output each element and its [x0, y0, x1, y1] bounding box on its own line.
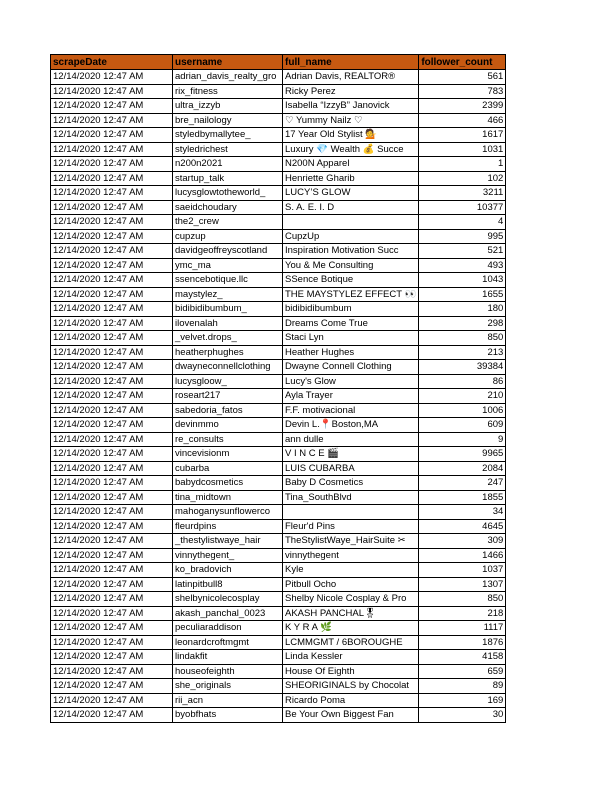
cell-follower-count: 1876 — [419, 635, 506, 650]
cell-follower-count: 218 — [419, 606, 506, 621]
cell-username: adrian_davis_realty_gro — [173, 70, 283, 85]
cell-follower-count: 1043 — [419, 273, 506, 288]
cell-follower-count: 1006 — [419, 403, 506, 418]
cell-full-name: ♡ Yummy Nailz ♡ — [283, 113, 419, 128]
table-row — [51, 316, 506, 331]
cell-scrape-date: 12/14/2020 12:47 AM — [51, 519, 173, 534]
cell-full-name: V I N C E 🎬 — [283, 447, 419, 462]
cell-username: _velvet.drops_ — [173, 331, 283, 346]
cell-full-name: Kyle — [283, 563, 419, 578]
table-row — [51, 577, 506, 592]
cell-scrape-date: 12/14/2020 12:47 AM — [51, 563, 173, 578]
cell-full-name: Fleur'd Pins — [283, 519, 419, 534]
cell-scrape-date: 12/14/2020 12:47 AM — [51, 316, 173, 331]
cell-scrape-date: 12/14/2020 12:47 AM — [51, 258, 173, 273]
cell-scrape-date: 12/14/2020 12:47 AM — [51, 128, 173, 143]
cell-follower-count: 309 — [419, 534, 506, 549]
cell-username: saeidchoudary — [173, 200, 283, 215]
cell-scrape-date: 12/14/2020 12:47 AM — [51, 215, 173, 230]
cell-scrape-date: 12/14/2020 12:47 AM — [51, 403, 173, 418]
table-row — [51, 258, 506, 273]
table-row — [51, 548, 506, 563]
cell-username: ymc_ma — [173, 258, 283, 273]
cell-scrape-date: 12/14/2020 12:47 AM — [51, 70, 173, 85]
cell-username: fleurdpins — [173, 519, 283, 534]
table-row — [51, 157, 506, 172]
cell-full-name — [283, 505, 419, 520]
cell-username: dwayneconnellclothing — [173, 360, 283, 375]
cell-username: lindakfit — [173, 650, 283, 665]
table-row — [51, 331, 506, 346]
cell-full-name: CupzUp — [283, 229, 419, 244]
table-row — [51, 360, 506, 375]
table-row — [51, 592, 506, 607]
cell-username: she_originals — [173, 679, 283, 694]
cell-username: latinpitbull8 — [173, 577, 283, 592]
cell-scrape-date: 12/14/2020 12:47 AM — [51, 693, 173, 708]
cell-scrape-date: 12/14/2020 12:47 AM — [51, 432, 173, 447]
cell-follower-count: 89 — [419, 679, 506, 694]
cell-scrape-date: 12/14/2020 12:47 AM — [51, 229, 173, 244]
cell-username: styledbymallytee_ — [173, 128, 283, 143]
cell-scrape-date: 12/14/2020 12:47 AM — [51, 621, 173, 636]
cell-follower-count: 102 — [419, 171, 506, 186]
cell-full-name: House Of Eighth — [283, 664, 419, 679]
cell-username: rix_fitness — [173, 84, 283, 99]
header-full-name: full_name — [283, 55, 419, 70]
cell-scrape-date: 12/14/2020 12:47 AM — [51, 273, 173, 288]
cell-follower-count: 34 — [419, 505, 506, 520]
table-row — [51, 519, 506, 534]
table-row — [51, 273, 506, 288]
table-row — [51, 708, 506, 723]
table-row — [51, 476, 506, 491]
cell-scrape-date: 12/14/2020 12:47 AM — [51, 244, 173, 259]
cell-full-name: Henriette Gharib — [283, 171, 419, 186]
cell-full-name: You & Me Consulting — [283, 258, 419, 273]
cell-scrape-date: 12/14/2020 12:47 AM — [51, 505, 173, 520]
cell-full-name: S. A. E. I. D — [283, 200, 419, 215]
cell-scrape-date: 12/14/2020 12:47 AM — [51, 331, 173, 346]
cell-username: lucysglowtotheworld_ — [173, 186, 283, 201]
data-table — [50, 54, 506, 723]
table-row — [51, 99, 506, 114]
cell-follower-count: 1037 — [419, 563, 506, 578]
cell-username: n200n2021 — [173, 157, 283, 172]
cell-full-name: THE MAYSTYLEZ EFFECT 👀 — [283, 287, 419, 302]
cell-username: re_consults — [173, 432, 283, 447]
cell-scrape-date: 12/14/2020 12:47 AM — [51, 200, 173, 215]
cell-username: shelbynicolecosplay — [173, 592, 283, 607]
table-row — [51, 302, 506, 317]
header-follower-count: follower_count — [419, 55, 506, 70]
table-row — [51, 679, 506, 694]
cell-username: houseofeighth — [173, 664, 283, 679]
cell-follower-count: 4645 — [419, 519, 506, 534]
table-row — [51, 374, 506, 389]
cell-scrape-date: 12/14/2020 12:47 AM — [51, 534, 173, 549]
cell-full-name: Shelby Nicole Cosplay & Pro — [283, 592, 419, 607]
cell-username: styledrichest — [173, 142, 283, 157]
cell-username: tina_midtown — [173, 490, 283, 505]
cell-follower-count: 2399 — [419, 99, 506, 114]
cell-full-name: Isabella “IzzyB” Janovick — [283, 99, 419, 114]
cell-scrape-date: 12/14/2020 12:47 AM — [51, 476, 173, 491]
table-row — [51, 186, 506, 201]
cell-full-name: SSence Botique — [283, 273, 419, 288]
table-row — [51, 70, 506, 85]
cell-username: ilovenalah — [173, 316, 283, 331]
table-row — [51, 142, 506, 157]
cell-follower-count: 1617 — [419, 128, 506, 143]
cell-follower-count: 493 — [419, 258, 506, 273]
cell-username: vinnythegent_ — [173, 548, 283, 563]
cell-scrape-date: 12/14/2020 12:47 AM — [51, 592, 173, 607]
cell-full-name: 17 Year Old Stylist 💁 — [283, 128, 419, 143]
cell-username: rii_acn — [173, 693, 283, 708]
cell-follower-count: 180 — [419, 302, 506, 317]
table-row — [51, 389, 506, 404]
cell-scrape-date: 12/14/2020 12:47 AM — [51, 650, 173, 665]
cell-follower-count: 850 — [419, 331, 506, 346]
header-username: username — [173, 55, 283, 70]
cell-follower-count: 1031 — [419, 142, 506, 157]
cell-scrape-date: 12/14/2020 12:47 AM — [51, 679, 173, 694]
table-row — [51, 621, 506, 636]
cell-scrape-date: 12/14/2020 12:47 AM — [51, 374, 173, 389]
cell-follower-count: 783 — [419, 84, 506, 99]
cell-full-name: Dreams Come True — [283, 316, 419, 331]
table-row — [51, 490, 506, 505]
table-row — [51, 403, 506, 418]
cell-follower-count: 1 — [419, 157, 506, 172]
cell-full-name: Lucy's Glow — [283, 374, 419, 389]
cell-username: akash_panchal_0023 — [173, 606, 283, 621]
table-row — [51, 664, 506, 679]
cell-username: sabedoria_fatos — [173, 403, 283, 418]
cell-scrape-date: 12/14/2020 12:47 AM — [51, 490, 173, 505]
cell-username: lucysgloow_ — [173, 374, 283, 389]
cell-username: maystylez_ — [173, 287, 283, 302]
cell-full-name: Ricky Perez — [283, 84, 419, 99]
table-row — [51, 418, 506, 433]
cell-full-name — [283, 215, 419, 230]
table-row — [51, 287, 506, 302]
cell-scrape-date: 12/14/2020 12:47 AM — [51, 548, 173, 563]
cell-username: ssencebotique.llc — [173, 273, 283, 288]
table-row — [51, 650, 506, 665]
cell-full-name: LUIS CUBARBA — [283, 461, 419, 476]
cell-scrape-date: 12/14/2020 12:47 AM — [51, 708, 173, 723]
cell-scrape-date: 12/14/2020 12:47 AM — [51, 157, 173, 172]
table-row — [51, 606, 506, 621]
cell-follower-count: 850 — [419, 592, 506, 607]
cell-full-name: Pitbull Ocho — [283, 577, 419, 592]
cell-username: heatherphughes — [173, 345, 283, 360]
table-row — [51, 84, 506, 99]
cell-follower-count: 659 — [419, 664, 506, 679]
cell-follower-count: 561 — [419, 70, 506, 85]
table-row — [51, 200, 506, 215]
cell-follower-count: 609 — [419, 418, 506, 433]
cell-username: roseart217 — [173, 389, 283, 404]
cell-scrape-date: 12/14/2020 12:47 AM — [51, 577, 173, 592]
cell-follower-count: 30 — [419, 708, 506, 723]
cell-scrape-date: 12/14/2020 12:47 AM — [51, 99, 173, 114]
table-row — [51, 635, 506, 650]
cell-scrape-date: 12/14/2020 12:47 AM — [51, 664, 173, 679]
cell-follower-count: 995 — [419, 229, 506, 244]
cell-scrape-date: 12/14/2020 12:47 AM — [51, 142, 173, 157]
cell-full-name: Devin L.📍Boston,MA — [283, 418, 419, 433]
cell-full-name: Be Your Own Biggest Fan — [283, 708, 419, 723]
table-row — [51, 432, 506, 447]
cell-full-name: LCMMGMT / 6BOROUGHE — [283, 635, 419, 650]
cell-username: cubarba — [173, 461, 283, 476]
cell-follower-count: 169 — [419, 693, 506, 708]
cell-scrape-date: 12/14/2020 12:47 AM — [51, 302, 173, 317]
cell-full-name: K Y R A 🌿 — [283, 621, 419, 636]
cell-username: ko_bradovich — [173, 563, 283, 578]
cell-full-name: Luxury 💎 Wealth 💰 Succe — [283, 142, 419, 157]
cell-full-name: bidibidibumbum — [283, 302, 419, 317]
cell-follower-count: 1855 — [419, 490, 506, 505]
cell-username: mahoganysunflowerco — [173, 505, 283, 520]
cell-full-name: F.F. motivacional — [283, 403, 419, 418]
table-row — [51, 244, 506, 259]
cell-username: the2_crew — [173, 215, 283, 230]
cell-username: startup_talk — [173, 171, 283, 186]
cell-follower-count: 1655 — [419, 287, 506, 302]
cell-follower-count: 210 — [419, 389, 506, 404]
cell-follower-count: 4158 — [419, 650, 506, 665]
cell-full-name: Inspiration Motivation Succ — [283, 244, 419, 259]
cell-scrape-date: 12/14/2020 12:47 AM — [51, 113, 173, 128]
cell-full-name: Heather Hughes — [283, 345, 419, 360]
cell-username: byobfhats — [173, 708, 283, 723]
cell-full-name: AKASH PANCHAL🎖 — [283, 606, 419, 621]
cell-username: leonardcroftmgmt — [173, 635, 283, 650]
cell-scrape-date: 12/14/2020 12:47 AM — [51, 287, 173, 302]
cell-full-name: ann dulle — [283, 432, 419, 447]
cell-full-name: Ricardo Poma — [283, 693, 419, 708]
cell-username: _thestylistwaye_hair — [173, 534, 283, 549]
table-row — [51, 229, 506, 244]
cell-scrape-date: 12/14/2020 12:47 AM — [51, 635, 173, 650]
cell-full-name: Staci Lyn — [283, 331, 419, 346]
cell-scrape-date: 12/14/2020 12:47 AM — [51, 461, 173, 476]
table-row — [51, 215, 506, 230]
cell-follower-count: 466 — [419, 113, 506, 128]
header-scrape-date: scrapeDate — [51, 55, 173, 70]
cell-scrape-date: 12/14/2020 12:47 AM — [51, 418, 173, 433]
cell-follower-count: 3211 — [419, 186, 506, 201]
cell-username: davidgeoffreyscotland — [173, 244, 283, 259]
cell-scrape-date: 12/14/2020 12:47 AM — [51, 171, 173, 186]
table-row — [51, 563, 506, 578]
cell-scrape-date: 12/14/2020 12:47 AM — [51, 606, 173, 621]
header-row — [51, 55, 506, 70]
cell-full-name: Tina_SouthBlvd — [283, 490, 419, 505]
cell-full-name: Linda Kessler — [283, 650, 419, 665]
cell-follower-count: 213 — [419, 345, 506, 360]
cell-full-name: Baby D Cosmetics — [283, 476, 419, 491]
cell-username: vincevisionm — [173, 447, 283, 462]
cell-full-name: LUCY’S GLOW — [283, 186, 419, 201]
cell-username: bidibidibumbum_ — [173, 302, 283, 317]
cell-username: babydcosmetics — [173, 476, 283, 491]
cell-follower-count: 4 — [419, 215, 506, 230]
table-row — [51, 693, 506, 708]
table-row — [51, 461, 506, 476]
table-row — [51, 447, 506, 462]
cell-follower-count: 9 — [419, 432, 506, 447]
cell-full-name: Dwayne Connell Clothing — [283, 360, 419, 375]
cell-follower-count: 86 — [419, 374, 506, 389]
table-row — [51, 345, 506, 360]
table-row — [51, 128, 506, 143]
table-row — [51, 505, 506, 520]
cell-full-name: SHEORIGINALS by Chocolat — [283, 679, 419, 694]
cell-full-name: Adrian Davis, REALTOR® — [283, 70, 419, 85]
table-row — [51, 534, 506, 549]
cell-follower-count: 247 — [419, 476, 506, 491]
cell-username: bre_nailology — [173, 113, 283, 128]
cell-full-name: N200N Apparel — [283, 157, 419, 172]
cell-scrape-date: 12/14/2020 12:47 AM — [51, 389, 173, 404]
cell-follower-count: 1117 — [419, 621, 506, 636]
cell-follower-count: 1466 — [419, 548, 506, 563]
cell-username: ultra_izzyb — [173, 99, 283, 114]
cell-follower-count: 10377 — [419, 200, 506, 215]
cell-scrape-date: 12/14/2020 12:47 AM — [51, 447, 173, 462]
cell-follower-count: 2084 — [419, 461, 506, 476]
cell-follower-count: 521 — [419, 244, 506, 259]
cell-username: peculiaraddison — [173, 621, 283, 636]
cell-follower-count: 1307 — [419, 577, 506, 592]
table-row — [51, 113, 506, 128]
cell-full-name: TheStylistWaye_HairSuite ✂ — [283, 534, 419, 549]
cell-full-name: vinnythegent — [283, 548, 419, 563]
cell-scrape-date: 12/14/2020 12:47 AM — [51, 360, 173, 375]
cell-scrape-date: 12/14/2020 12:47 AM — [51, 84, 173, 99]
cell-scrape-date: 12/14/2020 12:47 AM — [51, 186, 173, 201]
cell-full-name: Ayla Trayer — [283, 389, 419, 404]
cell-follower-count: 39384 — [419, 360, 506, 375]
cell-follower-count: 298 — [419, 316, 506, 331]
cell-username: devinmmo — [173, 418, 283, 433]
cell-username: cupzup — [173, 229, 283, 244]
cell-follower-count: 9965 — [419, 447, 506, 462]
cell-scrape-date: 12/14/2020 12:47 AM — [51, 345, 173, 360]
table-row — [51, 171, 506, 186]
